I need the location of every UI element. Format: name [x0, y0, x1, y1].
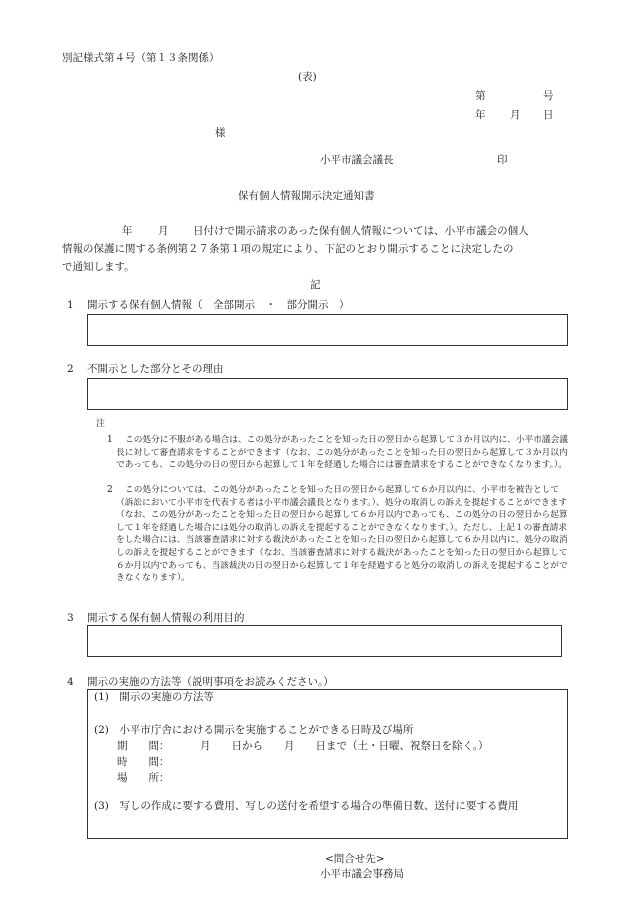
issuer-name: 小平市議会議長	[320, 154, 394, 166]
place-label: 場 所：	[117, 772, 170, 784]
contact-label: <問合せ先>	[325, 853, 385, 865]
section-4-item-2: (2) 小平市庁舎における開示を実施することができる日時及び場所	[94, 724, 414, 736]
note-1-number: 1	[107, 435, 113, 445]
note-2-number: 2	[107, 485, 113, 495]
section-3-number: 3	[67, 612, 74, 624]
section-4-item-3: (3) 写しの作成に要する費用、写しの送付を希望する場合の準備日数、送付に要する費用	[94, 800, 519, 812]
section-1-number: 1	[67, 299, 74, 311]
section-4-label: 開示の実施の方法等（説明事項をお読みください。）	[87, 676, 334, 688]
section-2-number: 2	[67, 363, 74, 375]
body-line-1: 日付けで開示請求のあった保有個人情報については、小平市議会の個人	[193, 225, 529, 237]
section-2-label: 不開示とした部分とその理由	[87, 363, 224, 375]
day-label: 日	[543, 109, 554, 121]
contact-organization: 小平市議会事務局	[320, 868, 404, 880]
section-3-box	[87, 625, 562, 657]
go-label: 号	[543, 90, 554, 102]
month-label: 月	[510, 109, 521, 121]
section-4-item-1: (1) 開示の実施の方法等	[94, 691, 214, 703]
body-line-2: 情報の保護に関する条例第２７条第１項の規定により、下記のとおり開示することに決定したの	[62, 243, 514, 255]
section-4-number: 4	[67, 676, 74, 688]
body-line-3: で通知します。	[62, 261, 135, 273]
section-1-box	[87, 314, 568, 346]
seal-mark: 印	[497, 154, 508, 166]
number-label: 第	[475, 90, 486, 102]
front-label: (表)	[298, 71, 317, 83]
period-label: 期 間：	[117, 740, 170, 752]
section-1-label: 開示する保有個人情報（ 全部開示 ・ 部分開示 ）	[87, 299, 350, 311]
body-year: 年	[122, 225, 133, 237]
note-1-text: この処分に不服がある場合は、この処分があったことを知った日の翌日から起算して３か月以内に、小平市議会議長に対して審査請求をすることができます（なお、この処分があったことを知った日の翌日から起算して３か月以内であっても、この処分の日の翌日から起算して１年を経過した場合には審査請求をすることができなくなります。）。	[116, 435, 568, 471]
period-value: 月 日から 月 日まで（土・日曜、祝祭日を除く。）	[200, 740, 489, 752]
body-month: 月	[158, 225, 169, 237]
recipient-suffix: 様	[215, 127, 226, 139]
ki-label: 記	[310, 279, 321, 291]
note-heading: 注	[96, 419, 106, 429]
document-title: 保有個人情報開示決定通知書	[238, 190, 375, 202]
form-reference: 別記様式第４号（第１３条関係）	[62, 52, 220, 64]
time-label: 時 間：	[117, 756, 170, 768]
section-2-box	[87, 378, 568, 410]
section-3-label: 開示する保有個人情報の利用目的	[87, 612, 245, 624]
note-2-text: この処分については、この処分があったことを知った日の翌日から起算して６か月以内に、小平市を被告として（訴訟において小平市を代表する者は小平市議会議長となります。）、処分の取消しの訴えを提起することができます（なお、この処分があったことを知った日の翌日から起算して６か月以内であっても、この処分の日の翌日から起算して１年を経過した場合には処分の取消しの訴えを提起することができなくなります。）。ただし、上記１の審査請求をした場合には、当該審査請求に対する裁決があったことを知った日の翌日から起算して６か月以内に、処分の取消しの訴えを提起することができます（なお、当該審査請求に対する裁決があったことを知った日の翌日から起算して６か月以内であっても、当該裁決の日の翌日から起算して１年を経過すると処分の取消しの訴えを提起することができなくなります）。	[116, 485, 568, 584]
year-label: 年	[475, 109, 486, 121]
